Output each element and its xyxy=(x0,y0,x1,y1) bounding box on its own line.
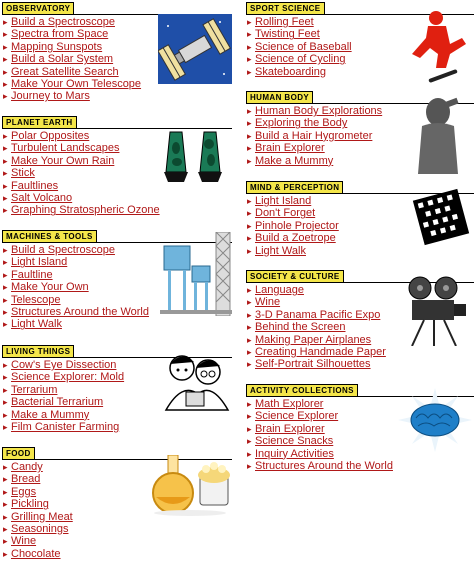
optical-illusion-icon xyxy=(412,188,470,246)
section-header xyxy=(2,2,232,14)
activity-link[interactable]: Grilling Meat xyxy=(11,510,73,523)
activity-link[interactable]: Graphing Stratospheric Ozone xyxy=(11,204,160,217)
activity-link[interactable]: Make a Mummy xyxy=(255,154,334,167)
activity-link[interactable]: Science Explorer xyxy=(255,410,339,423)
activity-link[interactable]: Science of Baseball xyxy=(255,40,352,53)
activity-link[interactable]: Light Walk xyxy=(255,244,306,257)
list-item xyxy=(2,318,232,330)
person-silhouette-icon xyxy=(414,96,468,174)
activity-link[interactable]: Film Canister Farming xyxy=(11,421,120,434)
activity-link[interactable]: Structures Around the World xyxy=(255,460,393,473)
activity-link[interactable]: Chocolate xyxy=(11,547,61,560)
activity-link[interactable]: Self-Portrait Silhouettes xyxy=(255,358,371,371)
list-item xyxy=(2,421,232,433)
activity-link[interactable]: Build a Hair Hygrometer xyxy=(255,129,373,142)
activity-link[interactable]: Make a Mummy xyxy=(11,408,90,421)
activity-link[interactable]: Great Satellite Search xyxy=(11,65,119,78)
section-header xyxy=(2,116,232,128)
activity-link[interactable]: Build a Spectroscope xyxy=(11,16,115,28)
activity-link[interactable]: Telescope xyxy=(11,293,61,306)
activity-link[interactable]: Language xyxy=(255,284,304,296)
list-item xyxy=(2,90,232,102)
activity-link[interactable]: Twisting Feet xyxy=(255,28,320,41)
lava-lamps-icon xyxy=(162,128,226,184)
activity-link[interactable]: Bread xyxy=(11,473,41,486)
activity-link[interactable]: Stick xyxy=(11,167,35,180)
activity-link[interactable]: Turbulent Landscapes xyxy=(11,142,120,155)
kids-microscope-icon xyxy=(162,350,232,416)
activity-link[interactable]: Build a Zoetrope xyxy=(255,232,336,245)
activity-link[interactable]: Structures Around the World xyxy=(11,306,149,319)
water-tower-icon xyxy=(160,232,232,316)
activity-link[interactable]: Eggs xyxy=(11,485,37,498)
activity-link[interactable]: Cow's Eye Dissection xyxy=(11,359,117,371)
activity-link[interactable]: Candy xyxy=(11,461,43,473)
list-item xyxy=(2,192,232,204)
activity-link[interactable]: Pinhole Projector xyxy=(255,219,339,232)
satellite-telescope-icon xyxy=(158,14,232,84)
list-item xyxy=(246,358,474,370)
list-item xyxy=(2,204,232,216)
activity-link[interactable]: Build a Solar System xyxy=(11,53,114,66)
section-title: OBSERVATORY xyxy=(2,2,74,14)
activity-link[interactable]: Light Island xyxy=(255,195,312,207)
section-title: HUMAN BODY xyxy=(246,91,313,103)
activity-link[interactable]: Wine xyxy=(11,535,37,548)
film-camera-icon xyxy=(404,276,470,346)
list-item xyxy=(246,245,474,257)
activity-link[interactable]: Build a Spectroscope xyxy=(11,244,115,256)
list-item xyxy=(246,460,474,472)
activity-link[interactable]: Don't Forget xyxy=(255,207,316,220)
activity-link[interactable]: Rolling Feet xyxy=(255,16,314,28)
list-item xyxy=(2,523,232,535)
activity-link[interactable]: Human Body Explorations xyxy=(255,105,383,117)
jumping-person-icon xyxy=(406,8,470,84)
activity-link[interactable]: 3-D Panama Pacific Expo xyxy=(255,308,381,321)
activity-link[interactable]: Mapping Sunspots xyxy=(11,40,103,53)
section-title: MACHINES & TOOLS xyxy=(2,230,97,242)
activity-link[interactable]: Salt Volcano xyxy=(11,192,73,205)
activity-link[interactable]: Making Paper Airplanes xyxy=(255,333,372,346)
activity-link[interactable]: Make Your Own Rain xyxy=(11,154,115,167)
activity-link[interactable]: Science Explorer: Mold xyxy=(11,371,125,384)
activity-link[interactable]: Faultline xyxy=(11,268,53,281)
activity-link[interactable]: Pickling xyxy=(11,498,49,511)
activity-link[interactable]: Creating Handmade Paper xyxy=(255,346,386,359)
flask-popcorn-icon xyxy=(150,455,234,517)
activity-link[interactable]: Make Your Own Telescope xyxy=(11,78,142,91)
section-title: SPORT SCIENCE xyxy=(246,2,325,14)
activity-link[interactable]: Bacterial Terrarium xyxy=(11,396,104,409)
list-item xyxy=(246,346,474,358)
activity-link[interactable]: Brain Explorer xyxy=(255,422,325,435)
section-title: SOCIETY & CULTURE xyxy=(246,270,344,282)
section-title: FOOD xyxy=(2,447,35,459)
activity-link[interactable]: Behind the Screen xyxy=(255,321,346,334)
activity-link[interactable]: Brain Explorer xyxy=(255,142,325,155)
activity-link[interactable]: Science of Cycling xyxy=(255,53,346,66)
brain-icon xyxy=(398,388,472,452)
activity-link[interactable]: Light Walk xyxy=(11,318,62,331)
activity-link[interactable]: Math Explorer xyxy=(255,398,324,410)
activity-link[interactable]: Science Snacks xyxy=(255,435,334,448)
activity-link[interactable]: Journey to Mars xyxy=(11,90,90,103)
activity-link[interactable]: Terrarium xyxy=(11,383,58,396)
list-item xyxy=(2,548,232,560)
list-item xyxy=(2,535,232,547)
section-title: LIVING THINGS xyxy=(2,345,74,357)
section-title: PLANET EARTH xyxy=(2,116,77,128)
activity-link[interactable]: Inquiry Activities xyxy=(255,447,334,460)
activity-link[interactable]: Skateboarding xyxy=(255,65,326,78)
activity-link[interactable]: Faultlines xyxy=(11,179,59,192)
section-title: MIND & PERCEPTION xyxy=(246,181,343,193)
section-title: ACTIVITY COLLECTIONS xyxy=(246,384,358,396)
activity-link[interactable]: Spectra from Space xyxy=(11,28,109,41)
activity-link[interactable]: Polar Opposites xyxy=(11,130,90,142)
activity-link[interactable]: Light Island xyxy=(11,256,68,269)
activity-link[interactable]: Make Your Own xyxy=(11,281,89,294)
activity-link[interactable]: Seasonings xyxy=(11,523,69,536)
activity-link[interactable]: Wine xyxy=(255,296,281,309)
activity-link[interactable]: Exploring the Body xyxy=(255,117,348,130)
